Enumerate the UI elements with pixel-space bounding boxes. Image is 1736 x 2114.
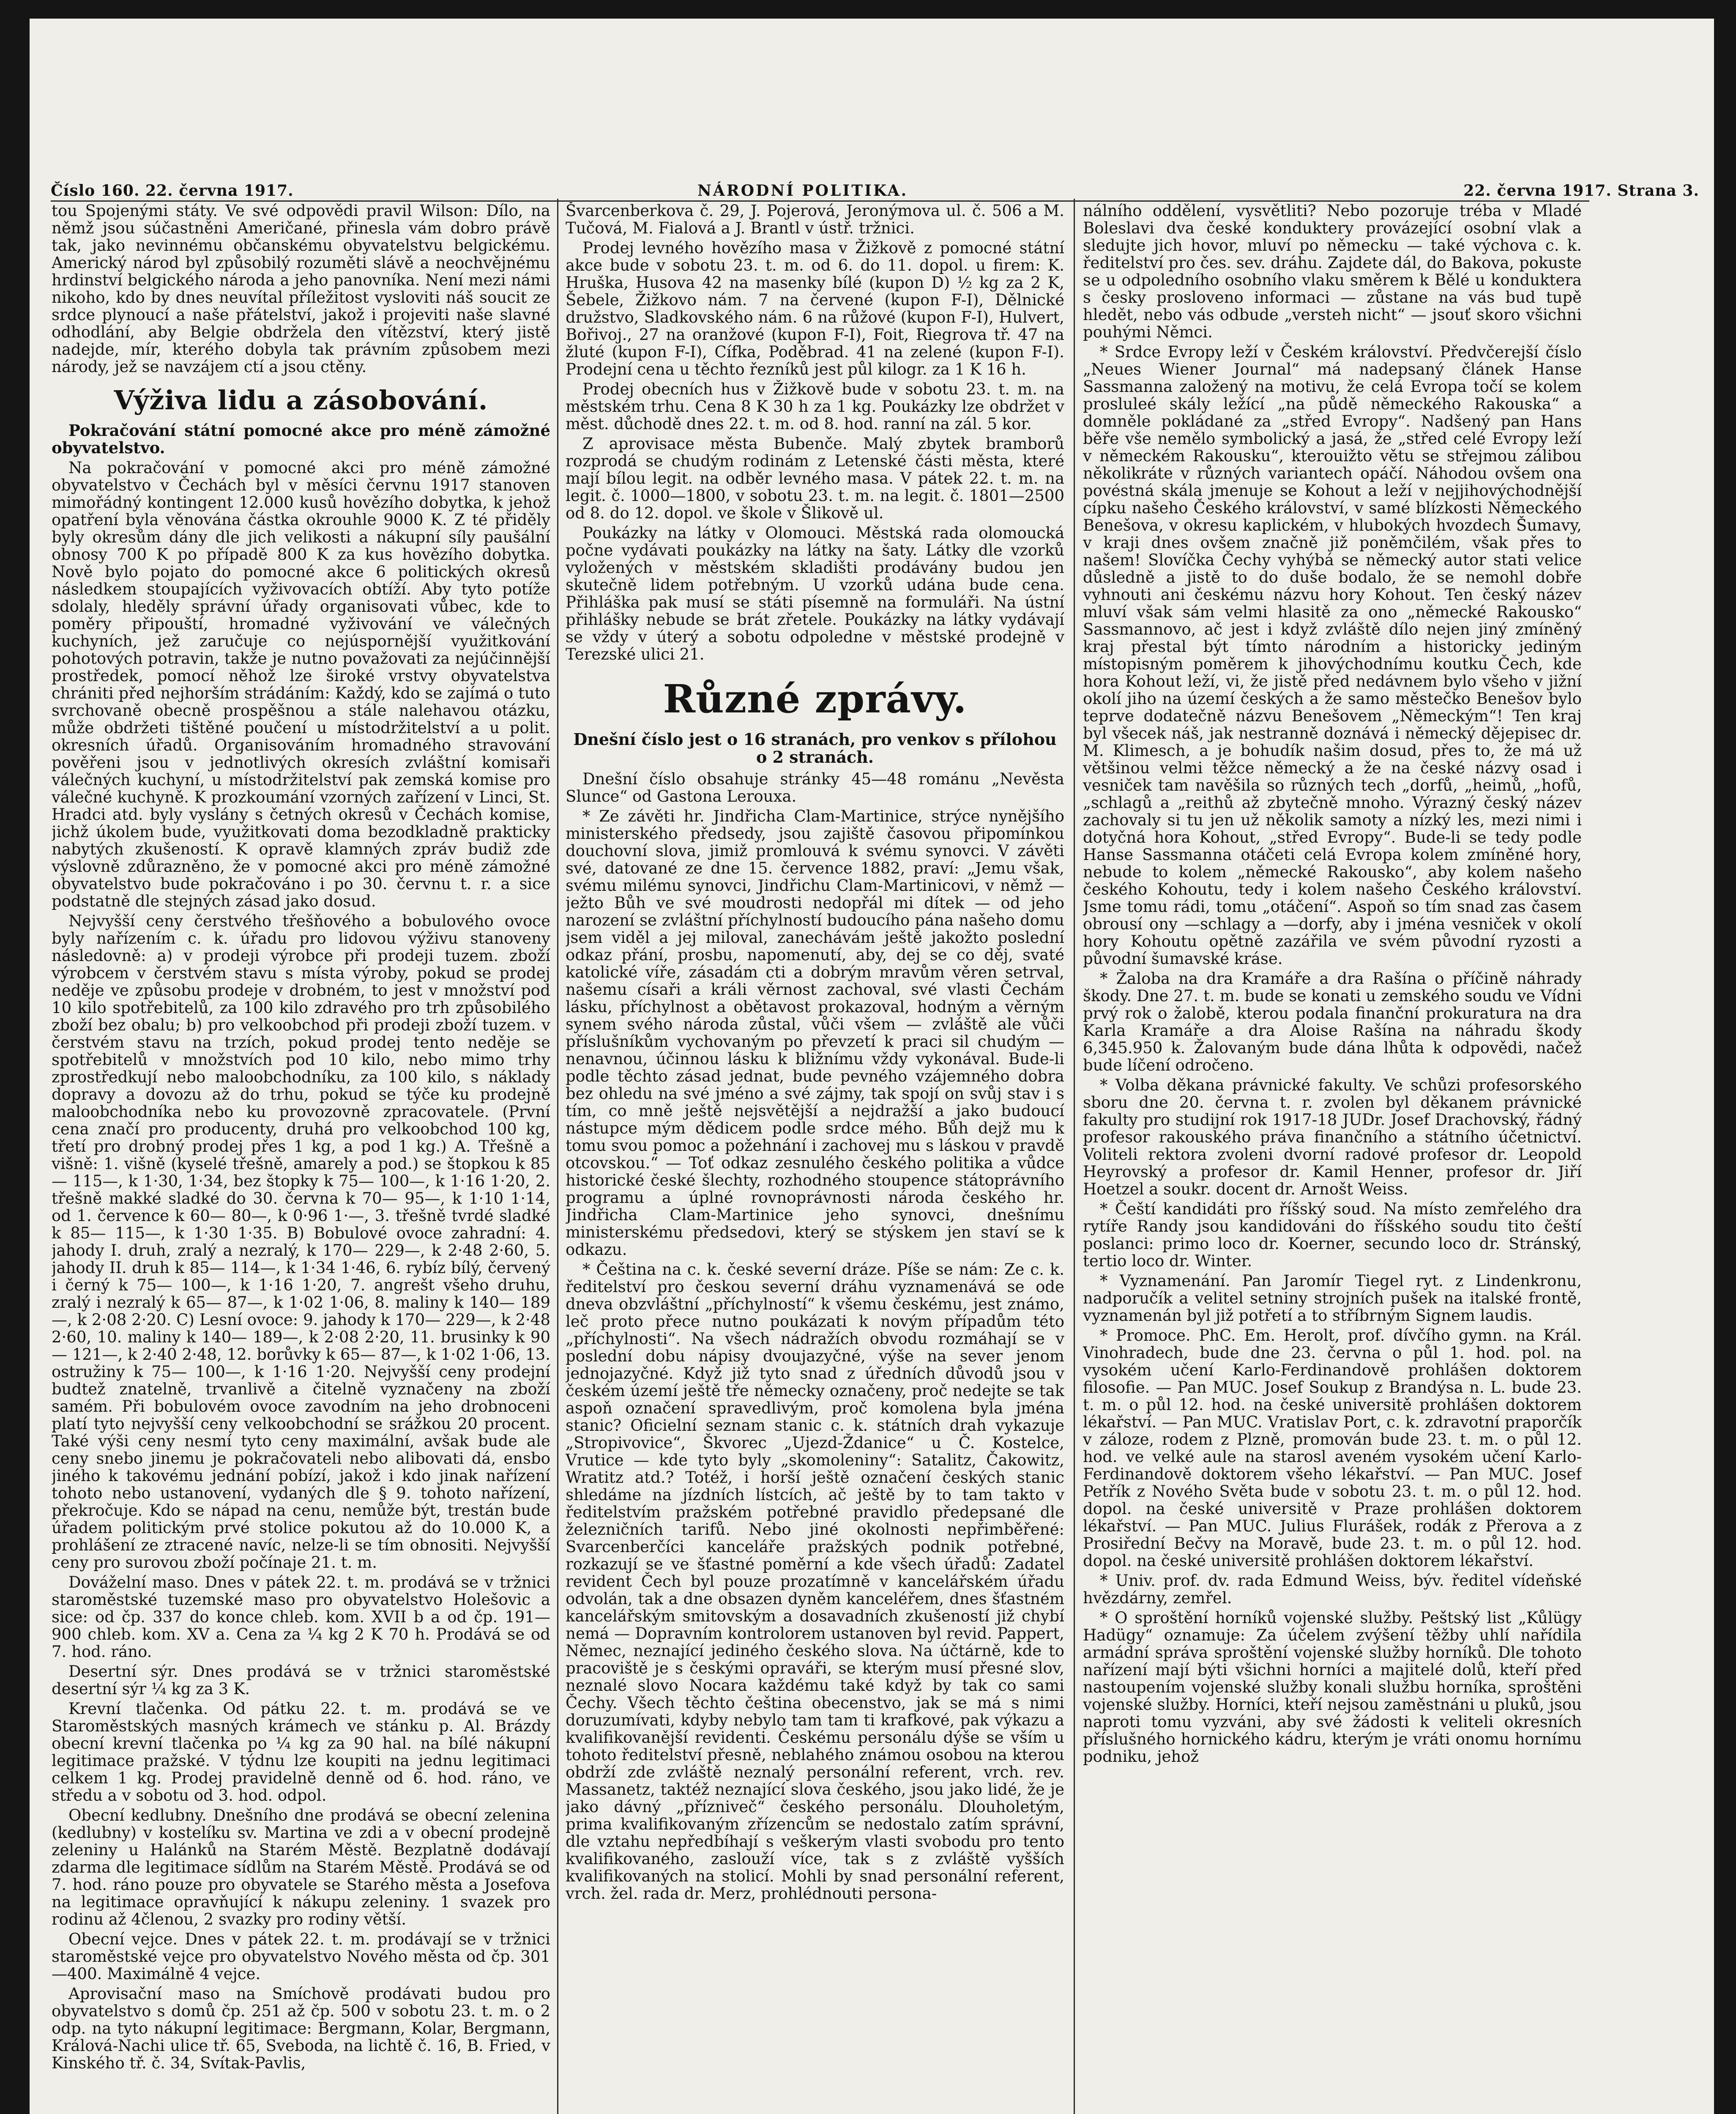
- column-rule-2: [1074, 199, 1075, 2114]
- issue-number: Číslo 160. 22. června 1917.: [51, 182, 294, 200]
- article-text: nálního oddělení, vysvětliti? Nebo pozoruje tréba v Mladé Boleslavi dva české konduktery provázející osobní vlak a sledujte jich hovor, mluví po německu — také výchova c. k. ředitelství pro čes. sev. dráhu. Zajdete dál, do Bakova, pokuste se u odpoledního osobního vlaku směrem k Bělé u konduktera s česky prosloveno informaci — zůstane na vás bud tupě hledět, nebo vás odbude „versteh nicht“ — jsouť skoro všichni pouhými Němci.: [1083, 202, 1582, 341]
- article-text: * Volba děkana právnické fakulty. Ve schůzi profesorského sboru dne 20. června t. r. zvolen byl děkanem právnické fakulty pro studijní rok 1917-18 JUDr. Josef Drachovský, řádný profesor rakouského práva finančního a státního účetnictví. Voliteli rektora zvoleni dvorní radové profesor dr. Leopold Heyrovský a profesor dr. Kamil Henner, profesor dr. Jiří Hoetzel a soukr. docent dr. Arnošt Weiss.: [1083, 1076, 1582, 1198]
- article-text: Švarcenberkova č. 29, J. Pojerová, Jeronýmova ul. č. 506 a M. Tučová, M. Fialová a J. Brantl v ústř. tržnici.: [566, 202, 1064, 237]
- article-text: * Promoce. PhC. Em. Herolt, prof. dívčího gymn. na Král. Vinohradech, bude dne 23. června o půl 1. hod. pol. na vysokém učení Karlo-Ferdinandově prohlášen doktorem filosofie. — Pan MUC. Josef Soukup z Brandýsa n. L. bude 23. t. m. o půl 12. hod. na české universitě prohlášen doktorem lékařství. — Pan MUC. Vratislav Port, c. k. zdravotní praporčík v záloze, rodem z Plzně, promován bude 23. t. m. o půl 12. hod. ve velké aule na starosl aveném vysokém učení Karlo-Ferdinandově doktorem všeho lékařství. — Pan MUC. Josef Petřík z Nového Světa bude v sobotu 23. t. m. o půl 12. hod. dopol. na české universitě v Praze prohlášen doktorem lékařství. — Pan MUC. Julius Flurášek, rodák z Přerova a z Prosiřední Bečvy na Moravě, bude 23. t. m. o půl 12. hod. dopol. na české universitě prohlášen doktorem lékařství.: [1083, 1326, 1582, 1570]
- section-title: Různé zprávy.: [663, 676, 967, 722]
- scan-border-top: [0, 0, 1736, 19]
- column-1: [52, 202, 550, 2114]
- page-number: 22. června 1917. Strana 3.: [1463, 182, 1699, 200]
- article-text: Z aprovisace města Bubenče. Malý zbytek bramborů rozprodá se chudým rodinám z Letenské části města, které mají bílou legit. na odběr levného masa. V pátek 22. t. m. na legit. č. 1000—1800, v sobotu 23. t. m. na legit. č. 1801—2500 od 8. do 12. dopol. ve škole v Šlikově ul.: [566, 435, 1064, 522]
- section-title: Výživa lidu a zásobování.: [114, 385, 488, 416]
- article-text: * Ze závěti hr. Jindřicha Clam-Martinice, strýce nynějšího ministerského předsedy, jsou zajiště časovou připomínkou douchovní slova, jimiž promlouvá k svému synovci. V závěti své, datované ze dne 15. července 1882, praví: „Jemu však, svému milému synovci, Jindřichu Clam-Martinicovi, v němž — ježto Bůh ve své moudrosti nedopřál mi dítek — od jeho narození se zvláštní příchylností budoucího pána našeho domu jsem viděl a jej miloval, zanechávám ještě jakožto poslední odkaz přání, prosbu, napomenutí, aby, dej se co děj, svaté katolické víře, zásadám cti a dobrým mravům věren setrval, našemu císaři a králi věrnost zachoval, své vlasti Čechám lásku, příchylnost a obětavost prokazoval, hodným a věrným synem svého národa zůstal, vůči všem — zvláště ale vůči příslušníkům vychovaným po převzetí k praci sil chudým — nenavnou, účinnou lásku k bližnímu vždy vykonával. Bude-li podle těchto zásad jednat, bude pevného vzájemného dobra bez ohledu na své jméno a své zájmy, tak spojí on svůj stav i s tím, co mně ještě nejsvětější a nejdražší a jako budoucí nástupce mým dědicem podle srdce mého. Bůh dejž mu k tomu svou pomoc a požehnání i zachovej mu s láskou v pravdě otcovskou.“ — Toť odkaz zesnulého českého politika a vůdce historické české šlechty, rozhodného stoupence státoprávního programu a úplné rovnoprávnosti národa českého hr. Jindřicha Clam-Martinice jeho synovci, dnešnímu ministerskému předsedovi, který se stýskem jen staví se k odkazu.: [566, 807, 1064, 1259]
- article-text: * Vyznamenání. Pan Jaromír Tiegel ryt. z Lindenkronu, nadporučík a velitel setniny strojních pušek na italské frontě, vyznamenán byl již potřetí a to stříbrným Signem laudis.: [1083, 1272, 1582, 1325]
- article-text: Poukázky na látky v Olomouci. Městská rada olomoucká počne vydávati poukázky na látky na šaty. Látky dle vzorků vyložených v městském skladišti prodávány budou jen skutečně lidem potřebným. U vzorků udána bude cena. Přihláška pak musí se státi písemně na formuláři. Na ústní přihlášky nebude se brát zřetele. Poukázky na látky vydávají se vždy v úterý a sobotu odpoledne v městské prodejně v Terezské ulici 21.: [566, 524, 1064, 663]
- article-text: Dnešní číslo obsahuje stránky 45—48 románu „Nevěsta Slunce“ od Gastona Lerouxa.: [566, 770, 1064, 805]
- section-subtitle: Dnešní číslo jest o 16 stranách, pro venkov s přílohou o 2 stranách.: [573, 730, 1057, 767]
- article-text: Desertní sýr. Dnes prodává se v tržnici staroměstské desertní sýr ¼ kg za 3 K.: [52, 1662, 550, 1698]
- article-text: * Univ. prof. dv. rada Edmund Weiss, býv. ředitel vídeňské hvězdárny, zemřel.: [1083, 1572, 1582, 1607]
- article-text: * Čeština na c. k. české severní dráze. Píše se nám: Ze c. k. ředitelství pro českou severní dráhu vyznamenává se ode dneva obzvláštní „příchylností“ k všemu českému, jest známo, leč proto přece nutno poukázati k novým případům této „příchylnosti“. Na všech nádražích obvodu rozmáhají se v poslední dobu nápisy dvoujazyčné, výše na sever jenom jednojazyčné. Když již tyto snad z úředních důvodů jsou v českém území ještě tře německy označeny, proč nedejte se tak aspoň označení spravedlivým, proč komolena byla jména stanic? Oficielní seznam stanic c. k. státních drah vykazuje „Stropivovice“, Škvorec „Ujezd-Ždanice“ u Č. Kostelce, Vrutice — kde tyto byly „skomoleniny“: Satalitz, Čakowitz, Wratitz atd.? Totéž, i horší ještě označení českých stanic shledáme na jízdních lístcích, ač ještě by to tam takto v ředitelstvím pražském potřebné pravidlo předepsané dle železničních tarifů. Nebo jiné okolnosti nepřimběřené: Svarcenberčíci kanceláře pražských podnik potřebné, rozkazují se ve šťastné poměrní a kde všech úřadů: Zadatel revident Čech byl pouze prozatímně v kancelářském úřadu odvolán, tak a dne obsazen dyněm kanceléřem, dnes šťastném kancelářským smitovským a dosavadních zkušeností již chybí nemá — Dopravním kontrolorem ustanoven byl revid. Pappert, Němec, neznající jediného českého slova. Na účtárně, kde to pracoviště je s českými opraváři, se kterým musí přesné slov, neznalé slovo Nocara každému také když by tak co sami Čechy. Všech těchto čeština obecenstvo, jak se má s nimi doruzumívati, kdyby nebylo tam tam ti krafkové, pak výkazu a kvalifikovanější revidenti. Českému personálu dýše se vším u tohoto ředitelství přesně, neblahého známou osobou na kterou obdrží zde zvláště neznalý personální referent, vrch. rev. Massanetz, taktéž neznající slova českého, jsou jako lidé, že je jako dávný „přízniveč“ českého personálu. Dlouholetým, prima kvalifikovaným zřízencům se nedostalo zatím správní, dle vztahu nepředbíhají s veškerým vlasti svobodu pro tento kvalifikovaného, zaslouží více, tak s z zvláště vyšších kvalifikovaných na stolicí. Mohli by snad personální referent, vrch. žel. rada dr. Merz, prohlédnouti persona-: [566, 1260, 1064, 1903]
- article-text: * O sproštění horníků vojenské služby. Peštský list „Kůlügy Hadügy“ oznamuje: Za účelem zvýšení těžby uhlí nařídila armádní správa sproštění vojenské služby horníků. Dle tohoto nařízení mají býti všichni horníci a majitelé dolů, kteří před nastoupením vojenské služby konali službu horníka, sproštěni vojenské služby. Horníci, kteří nejsou zaměstnáni u pluků, jsou naproti tomu vyzváni, aby své žádosti k veliteli okresních příslušného hornického kádru, kterým je vráti onomu hornímu podniku, jehož: [1083, 1609, 1582, 1766]
- article-text: Nejvyšší ceny čerstvého třešňového a bobulového ovoce byly nařízením c. k. úřadu pro lidovou výživu stanoveny následovně: a) v prodeji výrobce při prodeji tuzem. zboží výrobcem v čerstvém stavu s místa výroby, pokud se prodej neděje ve způsobu prodeje v drobném, to jest v množství pod 10 kilo spotřebitelů, za 100 kilo zdravého pro trh způsobilého zboží bez obalu; b) pro velkoobchod při prodeji zboží tuzem. v čerstvém stavu na trzích, pokud prodej tento neděje se spotřebitelů v množstvích pod 10 kilo, nebo mimo trhy zprostředkují nebo maloobchodníku, za 100 kilo, s náklady dopravy a dovozu až do trhu, pokud se týče ku prodejně maloobchodníka nebo ku provozovně zpracovatele. (První cena značí pro producenty, druhá pro velkoobchod 100 kg, třetí pro drobný prodej přes 1 kg, a pod 1 kg.) A. Třešně a višně: 1. višně (kyselé třešně, amarely a pod.) se štopkou k 85— 115—, k 1·30, 1·34, bez štopky k 75— 100—, k 1·16 1·20, 2. třešně makké sladké do 30. června k 70— 95—, k 1·10 1·14, od 1. července k 60— 80—, k 0·96 1·—, 3. třešně tvrdé sladké k 85— 115—, k 1·30 1·35. B) Bobulové ovoce zahradní: 4. jahody I. druh, zralý a nezralý, k 170— 229—, k 2·48 2·60, 5. jahody II. druh k 85— 114—, k 1·34 1·46, 6. rybíz bílý, červený i černý k 75— 100—, k 1·16 1·20, 7. angrešt všeho druhu, zralý i nezralý k 65— 87—, k 1·02 1·06, 8. maliny k 140— 189—, k 2·08 2·20. C) Lesní ovoce: 9. jahody k 170— 229—, k 2·48 2·60, 10. maliny k 140— 189—, k 2·08 2·20, 11. brusinky k 90— 121—, k 2·40 2·48, 12. borůvky k 65— 87—, k 1·02 1·06, 13. ostružiny k 75— 100—, k 1·16 1·20. Nejvyšší ceny prodejní budtež znatelně, trvanlivě a čitelně vyznačeny na zboží samém. Při bobulovém ovoce zavodním na jeho drobnoceni platí tyto nejvyšší ceny velkoobchodní se srážkou 20 procent. Také výši ceny nesmí tyto ceny maximální, avšak bude ale ceny snebo jinemu je pokračovateli nebo alibovati dá, ensbo jiného k takovému jednání pobízí, jakož i kdo jinak nařízení tohoto nebo ustanovení, vydaných dle § 9. tohoto nařízení, překročuje. Kdo se nápad na cenu, nemůže být, trestán bude úřadem politickým prvé stolice pokutou až do 10.000 K, a prohlášení ze ztracené navíc, nelze-li se tím obnositi. Nejvyšší ceny pro surovou zboží počínaje 21. t. m.: [52, 912, 550, 1572]
- column-rule-1: [557, 199, 558, 2114]
- article-text: Na pokračování v pomocné akci pro méně zámožné obyvatelstvo v Čechách byl v měsíci červnu 1917 stanoven mimořádný kontingent 12.000 kusů hovězího dobytka, k jehož opatření byla věnována částka okrouhle 9000 K. Z té přiděly byly okresům dány dle jich velikosti a nákupní síly paušální obnosy 700 K po případě 800 K za kus hovězího dobytka. Nově bylo pojato do pomocné akce 6 politických okresů následkem stoupajících vyživovacích obtíží. Aby tyto potíže sdolaly, hleděly správní úřady organisovati vůbec, kde to poměry připouští, hromadné vyživování ve válečných kuchyních, jež zaručuje co nejúspornější využitkování pohotových potravin, takže je nutno považovati za nejúčinnější prostředek, pomocí něhož lze široké vrstvy obyvatelstva chrániti před nejhorším strádáním: Každý, kdo se zajímá o tuto svrchovaně obecně prospěšnou a stále nalehavou otázku, může obdržeti tištěné poučení u místodržitelství a u polit. okresních úřadů. Organisováním hromadného stravování pověřeni jsou v jednotlivých okresích zvláštní komisaři válečných kuchyní, u místodržitelství pak zemská komise pro válečné kuchyně. K prozkoumání vzorných zařízení v Linci, St. Hradci atd. byly vyslány s četných okresů v Čechách komise, jichž úkolem bude, využitkovati doma bezodkladně prakticky nabytých zkušeností. K opravě klamných zpráv budiž zde výslovně zdůrazněno, že v pomocné akci pro méně zámožné obyvatelstvo bude pokračováno i po 30. červnu t. r. a sice podstatně dle stejných zásad jako dosud.: [52, 459, 550, 910]
- scan-border-left: [0, 0, 30, 2114]
- article-lead: Pokračování státní pomocné akce pro méně zámožné obyvatelstvo.: [52, 421, 550, 457]
- article-text: Prodej obecních hus v Žižkově bude v sobotu 23. t. m. na městském trhu. Cena 8 K 30 h za 1 kg. Poukázky lze obdržet v měst. důchodě dnes 22. t. m. od 8. hod. ranní na zál. 5 kor.: [566, 380, 1064, 433]
- article-text: * Žaloba na dra Kramáře a dra Rašína o příčině náhrady škody. Dne 27. t. m. bude se konati u zemského soudu ve Vídni prvý rok o žalobě, kterou podala finanční prokuratura na dra Karla Kramáře a dra Aloise Rašína na náhradu škody 6,345.950 k. Žalovaným bude dána lhůta k odpovědi, načež bude líčení odročeno.: [1083, 969, 1582, 1074]
- column-3: [1083, 202, 1582, 2114]
- header-rule: [51, 200, 1589, 202]
- article-text: tou Spojenými státy. Ve své odpovědi pravil Wilson: Dílo, na němž jsou súčastněni Američané, přinesla vám dobro právě tak, jako nevinnému občanskému obyvatelstvu belgickému. Americký národ byl způsobilý rozuměti slávě a neochvějnému hrdinství belgického národa a jeho panovníka. Není mezi námi nikoho, kdo by dnes neuvítal příležitost vysloviti náš soucit ze srdce plynoucí a naše přátelství, jakož i projeviti naše slavné odhodlání, aby Belgie obdržela den vítězství, který jistě nadejde, mír, kterého dobyla tak právním způsobem mezi národy, jež se navzájem ctí a jsou ctěny.: [52, 202, 550, 376]
- article-text: * Srdce Evropy leží v Českém království. Předvčerejší číslo „Neues Wiener Journal“ má nadepsaný článek Hanse Sassmanna založený na motivu, že celá Evropa točí se kolem prosluleé skály ležící „na půdě německého Rakouska“ a domněle pokládané za „střed Evropy“. Nadšený pan Hans běře vše nemělo symbolický a jasá, že „střed celé Evropy leží v německém Rakousku“, kterouižto větu se střejmou zálibou několikráte v různých variantech opáčí. Náhodou ovšem ona povéstná skála jmenuje se Kohout a leží v nejjihovýchodnější cípku našeho Českého království, v samé blízkosti Německého Benešova, v okresu kaplickém, v hlubokých hvozdech Šumavy, v kraji dnes ovšem značně již poněmčilém, však přes to našem! Slovíčka Čechy vyhýbá se německý autor stati velice důsledně a jistě to do duše bodalo, že se nemohl dobře vyhnouti ani českému názvu hory Kohout. Ten český název mluví však sám velmi hlasitě za ono „německé Rakousko“ Sassmannovo, ač jest i když zvláště dílo nejen jiný zmíněný kraj přestal být tímto národním a historicky jediným místopisným poměrem k jihovýchodnímu koutku Čech, kde hora Kohout leží, vi, že jistě před nedávnem bylo všeho v jižní okolí jiho na území českých a že samo městečko Benešov bylo teprve dodatečně názvu Benešovem „Německým“! Ten kraj byl všecek náš, jak nestranně doznává i německý dějepisec dr. M. Klimesch, a je bohudík našim dosud, přes to, že má už většinou velmi těžce německý a že na české názvy osad i vesniček tam navěšila so různých tech „dorfů, „heimů, „hofů, „schlagů a „reithů až zbytečně mnoho. Výrazný český název zachovaly si tu jen už několik samoty a nízký les, mezi nimi i dotyčná hora Kohout, „střed Evropy“. Bude-li se tedy podle Hanse Sassmanna otáčeti celá Evropa kolem zmíněné hory, nebude to kolem „německé Rakousko“, aby kolem našeho českého Kohoutu, tedy i kolem našeho Českého království. Jsme tomu rádi, tomu „otáčení“. Aspoň so tím snad zas časem obrousí ony —schlagy a —dorfy, aby i jména vesniček v okolí hory Kohoutu opětně zazářila ve svém původní ryzosti a původní šumavské kráse.: [1083, 343, 1582, 968]
- article-text: Dováželní maso. Dnes v pátek 22. t. m. prodává se v tržnici staroměstské tuzemské maso pro obyvatelstvo Holešovic a sice: od čp. 337 do konce chleb. kom. XVII b a od čp. 191—900 chleb. kom. XV a. Cena za ¼ kg 2 K 70 h. Prodává se od 7. hod. ráno.: [52, 1573, 550, 1661]
- column-2: [566, 202, 1064, 2114]
- masthead: NÁRODNÍ POLITIKA.: [697, 182, 908, 200]
- article-text: * Čeští kandidáti pro říšský soud. Na místo zemřelého dra rytíře Randy jsou kandidováni do říšského soudu tito čeští poslanci: primo loco dr. Koerner, secundo loco dr. Stránský, tertio loco dr. Winter.: [1083, 1200, 1582, 1270]
- article-text: Obecní kedlubny. Dnešního dne prodává se obecní zelenina (kedlubny) v kostelíku sv. Martina ve zdi a v obecní prodejně zeleniny u Halánků na Starém Městě. Bezplatně dodávají zdarma dle legitimace sídlům na Starém Městě. Prodává se od 7. hod. ráno pouze pro obyvatele se Starého města a Josefova na legitimace opravňující k nákupu zeleniny. 1 svazek pro rodinu až 4členou, 2 svazky pro rodiny větší.: [52, 1806, 550, 1928]
- article-text: Aprovisační maso na Smíchově prodávati budou pro obyvatelstvo s domů čp. 251 až čp. 500 v sobotu 23. t. m. o 2 odp. na tyto nákupní legitimace: Bergmann, Kolar, Bergmann, Králová-Nachi ulice tř. 65, Sveboda, na lichtě č. 16, B. Fried, v Kinského tř. č. 34, Svítak-Pavlis,: [52, 1985, 550, 2072]
- scan-border-right: [1714, 0, 1736, 2114]
- article-text: Obecní vejce. Dnes v pátek 22. t. m. prodávají se v tržnici staroměstské vejce pro obyvatelstvo Nového města od čp. 301—400. Maximálně 4 vejce.: [52, 1930, 550, 1983]
- article-text: Prodej levného hovězího masa v Žižkově z pomocné státní akce bude v sobotu 23. t. m. od 6. do 11. dopol. u firem: K. Hruška, Husova 42 na masenky bílé (kupon D) ½ kg za 2 K, Šebele, Žižkovo nám. 7 na červené (kupon F-I), Dělnické družstvo, Sladkovského nám. 6 na růžové (kupon F-I), Hulvert, Bořivoj., 27 na oranžové (kupon F-I), Foit, Riegrova tř. 47 na žluté (kupon F-I), Cífka, Poděbrad. 41 na zelené (kupon F-I). Prodejní cena u těchto řezníků jest půl kilogr. za 1 K 16 h.: [566, 239, 1064, 378]
- article-text: Krevní tlačenka. Od pátku 22. t. m. prodává se ve Staroměstských masných krámech ve stánku p. Al. Brázdy obecní krevní tlačenka po ¼ kg za 90 hal. na bílé nákupní legitimace pražské. V týdnu lze koupiti na jednu legitimaci celkem 1 kg. Prodej pravidelně denně od 6. hod. ráno, ve středu a v sobotu od 3. hod. odpol.: [52, 1700, 550, 1805]
